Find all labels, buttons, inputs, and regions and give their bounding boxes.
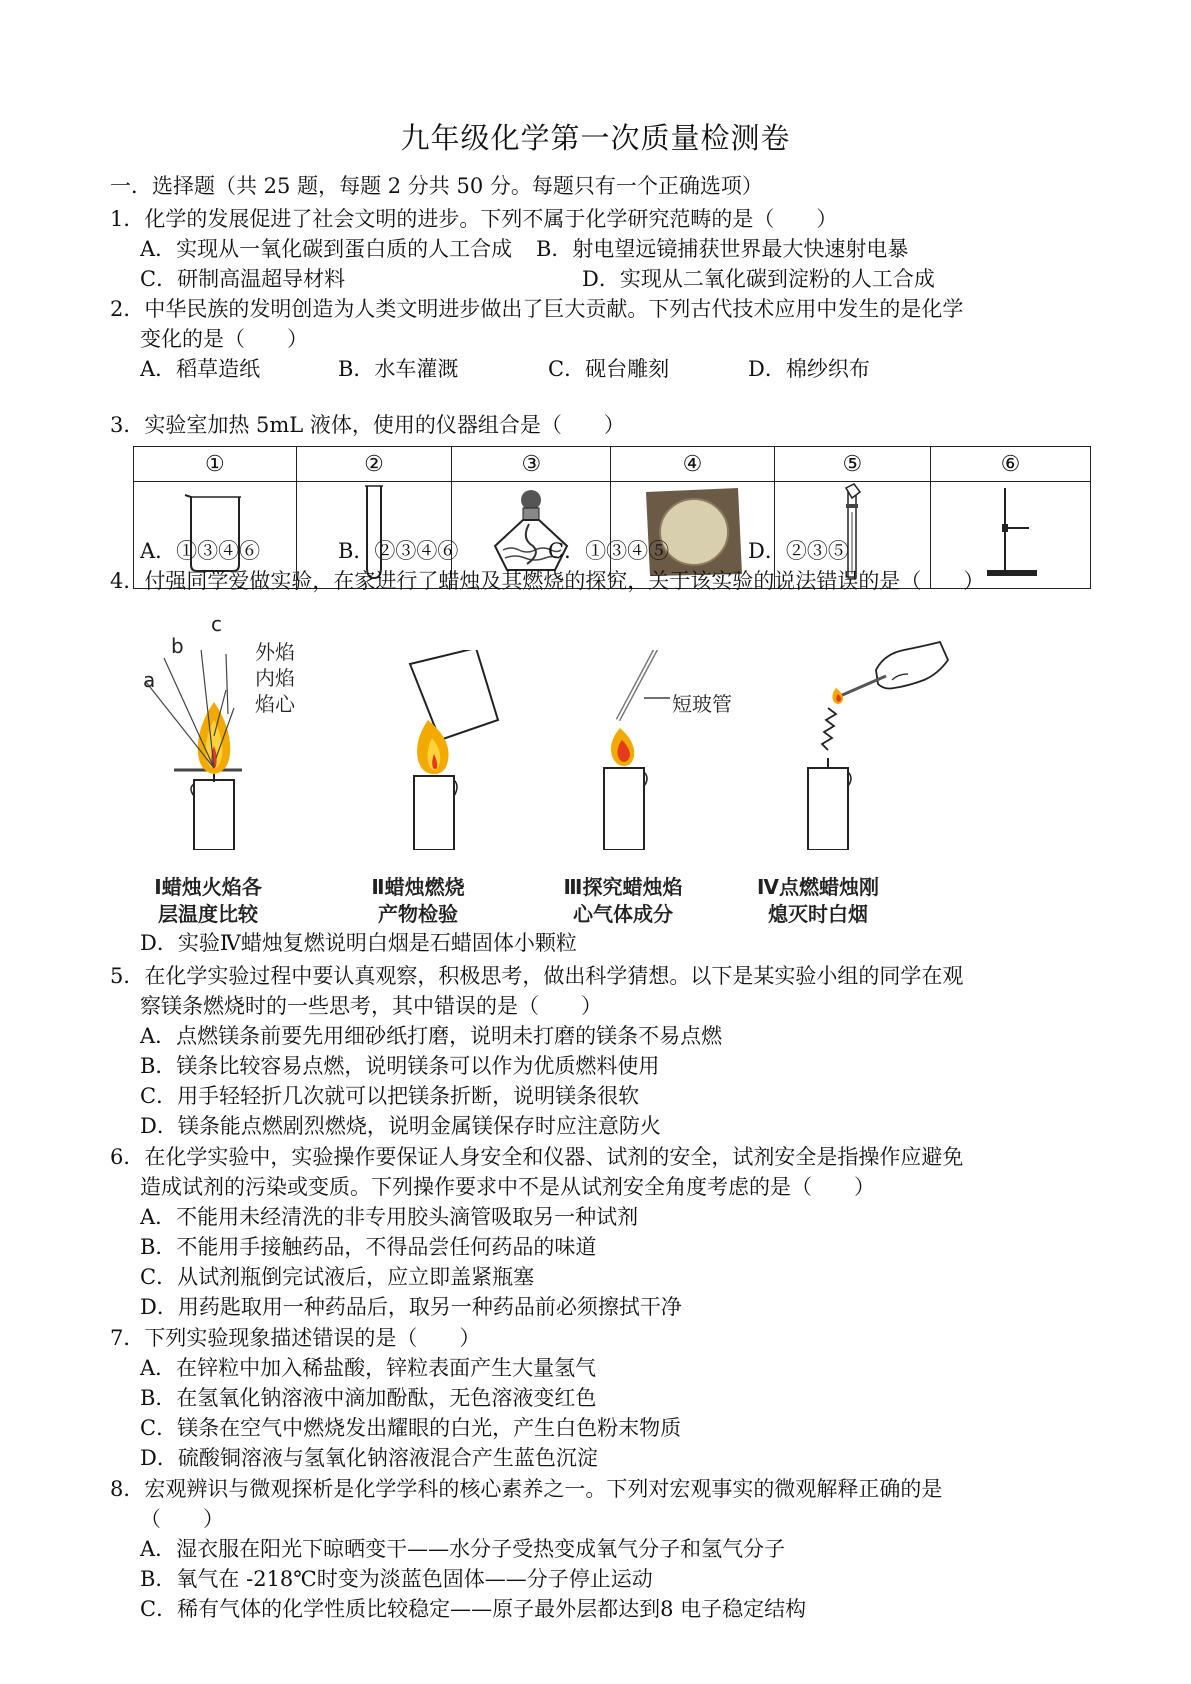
q1-stem: 1．化学的发展促进了社会文明的进步。下列不属于化学研究范畴的是（ ） <box>110 207 838 231</box>
q5-stem-line1: 5．在化学实验过程中要认真观察，积极思考，做出科学猜想。以下是某实验小组的同学在观 <box>110 964 964 988</box>
figure-2-beaker-over-candle <box>380 650 520 850</box>
figure-3-caption <box>548 874 698 928</box>
label-outer-flame: 外焰 <box>255 640 295 664</box>
label-inner-flame: 内焰 <box>255 666 295 690</box>
q2-option-d[interactable]: D．棉纱织布 <box>748 357 870 381</box>
label-flame-core: 焰心 <box>255 692 295 716</box>
q1-option-b[interactable]: B．射电望远镜捕获世界最大快速射电暴 <box>536 237 909 261</box>
figure-2-caption <box>348 874 488 928</box>
q3-option-d[interactable]: D．②③⑤ <box>748 539 849 563</box>
q1-option-a[interactable]: A．实现从一氧化碳到蛋白质的人工合成 <box>140 237 513 261</box>
q8-option-c[interactable]: C．稀有气体的化学性质比较稳定——原子最外层都达到8 电子稳定结构 <box>140 1597 807 1621</box>
q1-option-c[interactable]: C．研制高温超导材料 <box>140 267 346 291</box>
figure-2-caption-line2: 产物检验 <box>378 902 458 926</box>
q7-stem: 7．下列实验现象描述错误的是（ ） <box>110 1326 481 1350</box>
q7-option-b[interactable]: B．在氢氧化钠溶液中滴加酚酞，无色溶液变红色 <box>140 1386 597 1410</box>
q2-option-c[interactable]: C．砚台雕刻 <box>548 357 670 381</box>
q6-option-c[interactable]: C．从试剂瓶倒完试液后，应立即盖紧瓶塞 <box>140 1265 535 1289</box>
q2-stem-line2: 变化的是（ ） <box>140 327 308 351</box>
q3-option-c[interactable]: C．①③④⑤ <box>548 539 670 563</box>
q3-stem: 3．实验室加热 5mL 液体，使用的仪器组合是（ ） <box>110 413 625 437</box>
figure-3-caption-line2: 心气体成分 <box>573 902 673 926</box>
label-b: b <box>171 634 184 658</box>
figure-4-relight-smoke <box>800 630 960 850</box>
figure-4-caption-line1: Ⅳ点燃蜡烛刚 <box>757 875 879 899</box>
q2-option-b[interactable]: B．水车灌溉 <box>338 357 459 381</box>
q3-option-a[interactable]: A．①③④⑥ <box>140 539 261 563</box>
q2-stem-line1: 2．中华民族的发明创造为人类文明进步做出了巨大贡献。下列古代技术应用中发生的是化学 <box>110 297 964 321</box>
instrument-header-6: ⑥ <box>931 447 1091 482</box>
q6-option-a[interactable]: A．不能用未经清洗的非专用胶头滴管吸取另一种试剂 <box>140 1205 639 1229</box>
q6-stem-line1: 6．在化学实验中，实验操作要保证人身安全和仪器、试剂的安全，试剂安全是指操作应避免 <box>110 1145 964 1169</box>
q5-option-b[interactable]: B．镁条比较容易点燃，说明镁条可以作为优质燃料使用 <box>140 1054 660 1078</box>
instrument-header-1: ① <box>134 447 297 482</box>
instrument-header-2: ② <box>296 447 451 482</box>
figure-1-caption-line1: Ⅰ蜡烛火焰各 <box>154 875 262 899</box>
q8-stem-line2: （ ） <box>140 1507 224 1531</box>
q2-option-a[interactable]: A．稻草造纸 <box>140 357 261 381</box>
figure-4-caption <box>738 874 898 928</box>
q7-option-c[interactable]: C．镁条在空气中燃烧发出耀眼的白光，产生白色粉末物质 <box>140 1416 682 1440</box>
q5-stem-line2: 察镁条燃烧时的一些思考，其中错误的是（ ） <box>140 994 602 1018</box>
q8-stem-line1: 8．宏观辨识与微观探析是化学学科的核心素养之一。下列对宏观事实的微观解释正确的是 <box>110 1477 943 1501</box>
q6-option-b[interactable]: B．不能用手接触药品，不得品尝任何药品的味道 <box>140 1235 597 1259</box>
q8-option-a[interactable]: A．湿衣服在阳光下晾晒变干——水分子受热变成氧气分子和氢气分子 <box>140 1537 786 1561</box>
label-a: a <box>143 668 156 692</box>
figure-1-caption-line2: 层温度比较 <box>158 902 258 926</box>
q7-option-d[interactable]: D．硫酸铜溶液与氢氧化钠溶液混合产生蓝色沉淀 <box>140 1446 598 1470</box>
figure-3-caption-line1: Ⅲ探究蜡烛焰 <box>563 875 683 899</box>
q5-option-d[interactable]: D．镁条能点燃剧烈燃烧，说明金属镁保存时应注意防火 <box>140 1114 661 1138</box>
instrument-header-4: ④ <box>611 447 774 482</box>
exam-title: 九年级化学第一次质量检测卷 <box>400 121 791 155</box>
figure-1-caption <box>138 874 278 928</box>
section-heading: 一．选择题（共 25 题，每题 2 分共 50 分。每题只有一个正确选项） <box>110 174 763 198</box>
figure-1-flame-layers <box>130 650 330 850</box>
q5-option-a[interactable]: A．点燃镁条前要先用细砂纸打磨，说明未打磨的镁条不易点燃 <box>140 1024 723 1048</box>
instrument-header-5: ⑤ <box>774 447 930 482</box>
q3-option-b[interactable]: B．②③④⑥ <box>338 539 459 563</box>
q6-option-d[interactable]: D．用药匙取用一种药品后，取另一种药品前必须擦拭干净 <box>140 1295 682 1319</box>
figure-3-glass-tube <box>600 650 720 850</box>
q8-option-b[interactable]: B．氧气在 -218℃时变为淡蓝色固体——分子停止运动 <box>140 1567 653 1591</box>
figure-2-caption-line1: Ⅱ蜡烛燃烧 <box>371 875 465 899</box>
q4-option-d[interactable]: D．实验Ⅳ蜡烛复燃说明白烟是石蜡固体小颗粒 <box>140 931 577 955</box>
q4-stem: 4．付强同学爱做实验，在家进行了蜡烛及其燃烧的探究，关于该实验的说法错误的是（ ） <box>110 569 985 593</box>
label-c: c <box>211 612 222 636</box>
label-glass-tube: 短玻管 <box>672 692 732 716</box>
instrument-header-3: ③ <box>452 447 611 482</box>
q7-option-a[interactable]: A．在锌粒中加入稀盐酸，锌粒表面产生大量氢气 <box>140 1356 597 1380</box>
q1-option-d[interactable]: D．实现从二氧化碳到淀粉的人工合成 <box>582 267 935 291</box>
q6-stem-line2: 造成试剂的污染或变质。下列操作要求中不是从试剂安全角度考虑的是（ ） <box>140 1175 875 1199</box>
figure-4-caption-line2: 熄灭时白烟 <box>768 902 868 926</box>
q5-option-c[interactable]: C．用手轻轻折几次就可以把镁条折断，说明镁条很软 <box>140 1084 640 1108</box>
